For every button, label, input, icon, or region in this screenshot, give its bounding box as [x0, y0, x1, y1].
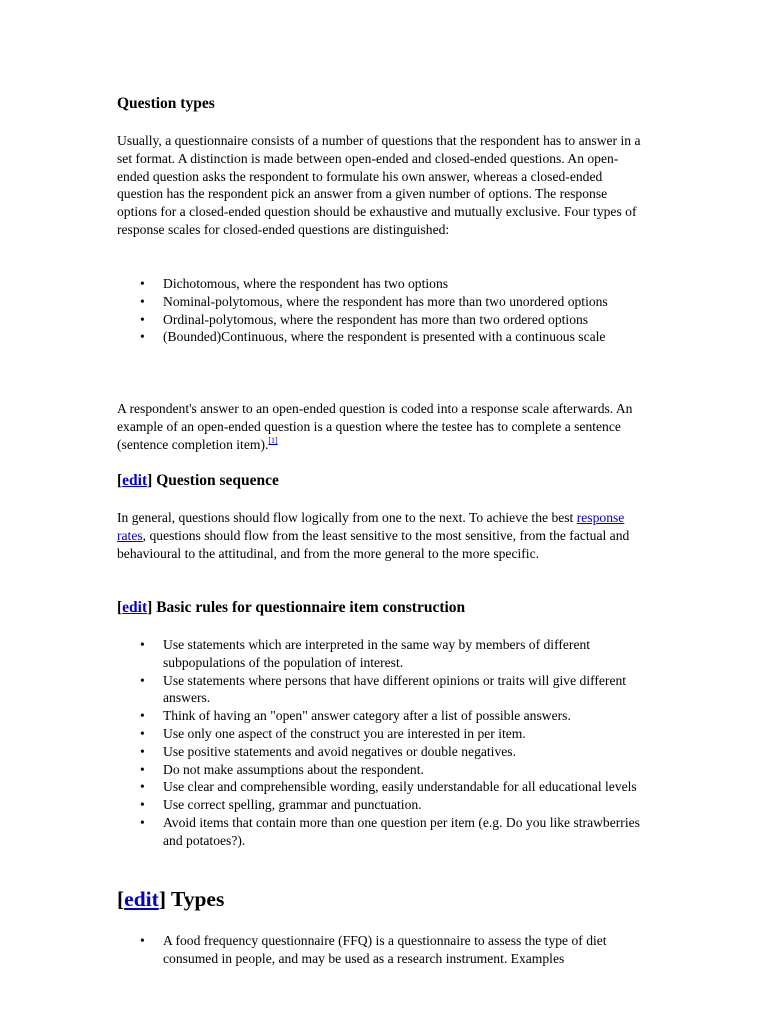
- list-item: • (Bounded)Continuous, where the respondent is presented with a continuous scale: [117, 328, 647, 346]
- list-item: • Nominal-polytomous, where the respondent has more than two unordered options: [117, 293, 647, 311]
- list-item: • Do not make assumptions about the respondent.: [117, 761, 647, 779]
- edit-link[interactable]: edit: [124, 887, 159, 911]
- list-item: • Avoid items that contain more than one question per item (e.g. Do you like strawberries and potatoes?).: [117, 814, 647, 850]
- list-item: • Use only one aspect of the construct you are interested in per item.: [117, 725, 647, 743]
- list-item: • Use positive statements and avoid negatives or double negatives.: [117, 743, 647, 761]
- list-item: • A food frequency questionnaire (FFQ) is a questionnaire to assess the type of diet consumed in people, and may be used as a research instrument. Examples: [117, 932, 647, 968]
- footnote-link[interactable]: [1]: [268, 435, 278, 445]
- list-item: • Use clear and comprehensible wording, easily understandable for all educational levels: [117, 778, 647, 796]
- response-rates-link[interactable]: response rates: [117, 510, 625, 543]
- heading-text: Question sequence: [156, 472, 279, 489]
- paragraph-question-types: Usually, a questionnaire consists of a number of questions that the respondent has to answer in a set format. A distinction is made between open-ended and closed-ended questions. An open-ended question asks the respondent to formulate his own answer, whereas a closed-ended question has the respondent pick an answer from a given number of options. The response options for a closed-ended question should be exhaustive and mutually exclusive. Four types of response scales for closed-ended questions are distinguished:: [117, 133, 641, 237]
- list-item: • Use correct spelling, grammar and punctuation.: [117, 796, 647, 814]
- list-item: • Dichotomous, where the respondent has two options: [117, 275, 647, 293]
- heading-text: Basic rules for questionnaire item construction: [156, 599, 466, 616]
- heading-types: [edit] Types: [117, 887, 225, 911]
- heading-question-sequence: [edit] Question sequence: [117, 472, 279, 489]
- heading-basic-rules: [edit] Basic rules for questionnaire item construction: [117, 599, 466, 616]
- list-item: • Think of having an "open" answer category after a list of possible answers.: [117, 707, 647, 725]
- list-item: • Ordinal-polytomous, where the respondent has more than two ordered options: [117, 311, 647, 329]
- list-item: • Use statements where persons that have different opinions or traits will give different answers.: [117, 672, 647, 708]
- paragraph-text: In general, questions should flow logically from one to the next. To achieve the best: [117, 510, 577, 525]
- paragraph-question-sequence: [117, 509, 647, 562]
- edit-link[interactable]: edit: [122, 472, 148, 489]
- paragraph-open-ended: [117, 400, 647, 453]
- heading-text: Types: [170, 887, 225, 911]
- edit-link[interactable]: edit: [122, 599, 148, 616]
- list-item: • Use statements which are interpreted in the same way by members of different subpopulations of the population of interest.: [117, 636, 647, 672]
- paragraph-open-ended-text: A respondent's answer to an open-ended question is coded into a response scale afterwards. An example of an open-ended question is a question where the testee has to complete a sentence (sentence completion item).: [117, 401, 633, 452]
- list-basic-rules: [117, 636, 647, 850]
- paragraph-text: , questions should flow from the least sensitive to the most sensitive, from the factual and behavioural to the attitudinal, and from the more general to the more specific.: [117, 527, 630, 561]
- heading-question-types: Question types: [117, 95, 215, 112]
- list-types: [117, 932, 647, 968]
- list-response-scales: [117, 275, 647, 346]
